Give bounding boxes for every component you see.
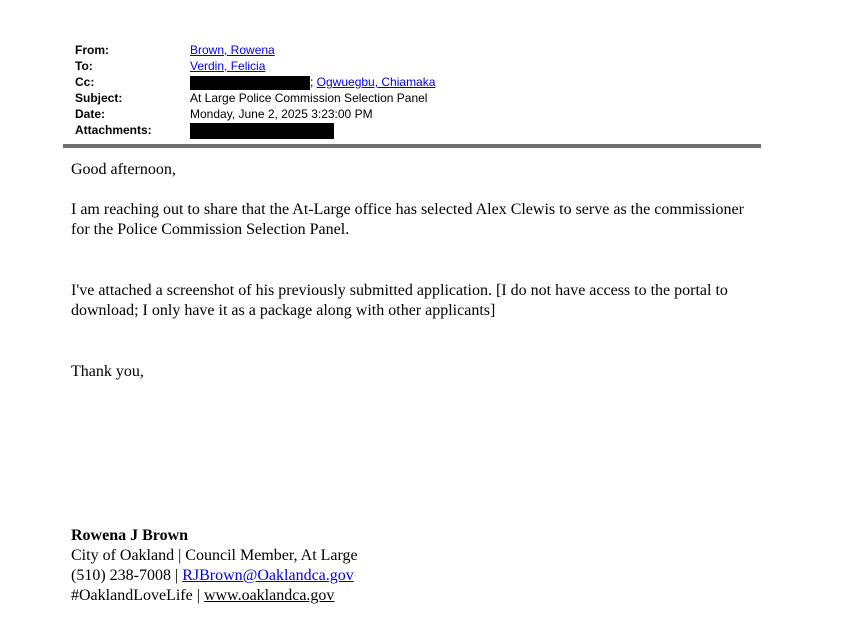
signature-contact-line <box>71 566 763 586</box>
to-recipient-link[interactable]: Verdin, Felicia <box>190 59 266 73</box>
from-sender-link[interactable]: Brown, Rowena <box>190 43 275 57</box>
from-label: From: <box>75 43 109 57</box>
subject-value: At Large Police Commission Selection Panel <box>190 91 428 105</box>
date-value: Monday, June 2, 2025 3:23:00 PM <box>190 107 373 121</box>
date-label: Date: <box>75 107 106 121</box>
redacted-attachment-bar <box>190 123 334 139</box>
redacted-cc-recipient-bar <box>190 76 310 90</box>
header-row-attachments <box>75 122 435 138</box>
header-row-from <box>75 42 435 58</box>
from-value <box>190 42 275 58</box>
body-paragraph-2: I've attached a screenshot of his previously submitted application. [I do not have access to the portal to download; I only have it as a package along with other applicants] <box>71 282 728 319</box>
header-row-cc <box>75 74 435 90</box>
to-label: To: <box>75 59 93 73</box>
signature-phone: (510) 238-7008 <box>71 567 171 584</box>
signature-hashtag: #OaklandLoveLife <box>71 587 193 604</box>
signature-web-line <box>71 586 763 606</box>
cc-separator: ; <box>310 75 317 89</box>
header-row-date <box>75 106 435 122</box>
signature-org-line: City of Oakland | Council Member, At Large <box>71 547 358 564</box>
cc-value <box>190 74 435 90</box>
body-paragraph-1: I am reaching out to share that the At-Large office has selected Alex Clewis to serve as the commissioner for the Police Commission Selection Panel. <box>71 201 744 238</box>
subject-label: Subject: <box>75 91 123 105</box>
header-row-to <box>75 58 435 74</box>
signature-email-link[interactable]: RJBrown@Oaklandca.gov <box>182 567 354 584</box>
attachments-value <box>190 122 334 138</box>
email-header <box>75 42 435 138</box>
signature-name: Rowena J Brown <box>71 527 189 544</box>
attachments-label: Attachments: <box>75 123 152 137</box>
to-value <box>190 58 265 74</box>
signature-block <box>71 526 763 606</box>
header-body-divider <box>63 144 761 148</box>
email-body <box>71 160 763 606</box>
signature-website-link[interactable]: www.oaklandca.gov <box>203 587 335 604</box>
header-row-subject <box>75 90 435 106</box>
cc-label: Cc: <box>75 75 95 89</box>
cc-recipient-link[interactable]: Ogwuegbu, Chiamaka <box>316 75 436 89</box>
greeting-text: Good afternoon, <box>71 161 176 178</box>
closing-text: Thank you, <box>71 363 144 380</box>
signature-hashtag-separator: | <box>192 587 204 604</box>
signature-phone-separator: | <box>170 567 183 584</box>
